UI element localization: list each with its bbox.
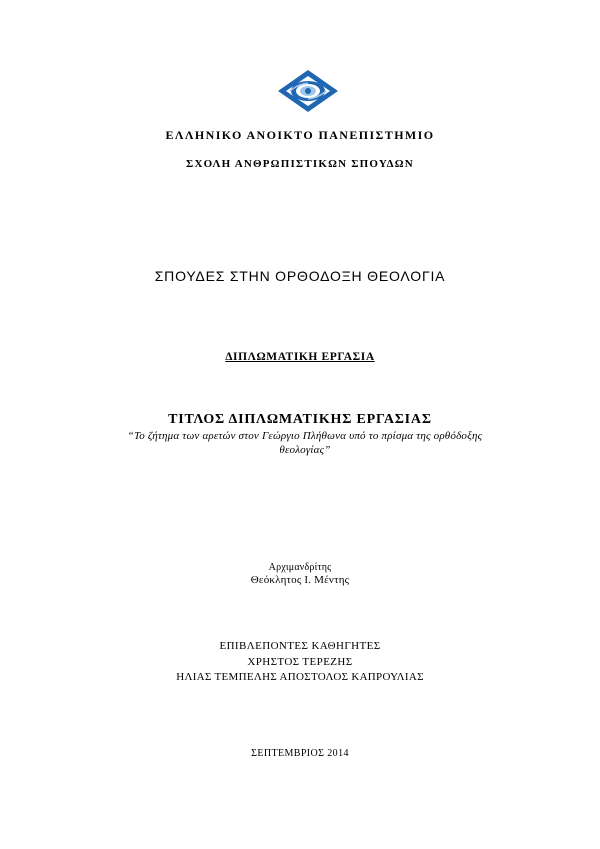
thesis-title-text: “Το ζήτημα των αρετών στον Γεώργιο Πλήθωνα υπό το πρίσμα της ορθόδοξης θεολογίας”	[127, 430, 483, 456]
university-emblem-icon	[276, 68, 340, 114]
school-name: ΣΧΟΛΗ ΑΝΘΡΩΠΙΣΤΙΚΩΝ ΣΠΟΥΔΩΝ	[186, 158, 414, 170]
supervisor-name: ΧΡΗΣΤΟΣ ΤΕΡΕΖΗΣ	[247, 656, 353, 668]
university-name: ΕΛΛΗΝΙΚΟ ΑΝΟΙΚΤΟ ΠΑΝΕΠΙΣΤΗΜΙΟ	[165, 128, 435, 142]
supervisor-names: ΗΛΙΑΣ ΤΕΜΠΕΛΗΣ ΑΠΟΣΤΟΛΟΣ ΚΑΠΡΟΥΛΙΑΣ	[176, 671, 424, 683]
submission-date: ΣΕΠΤΕΜΒΡΙΟΣ 2014	[251, 748, 349, 759]
supervisors-heading: ΕΠΙΒΛΕΠΟΝΤΕΣ ΚΑΘΗΓΗΤΕΣ	[219, 640, 381, 652]
thesis-title-heading: ΤΙΤΛΟΣ ΔΙΠΛΩΜΑΤΙΚΗΣ ΕΡΓΑΣΙΑΣ	[168, 412, 432, 427]
program-name: ΣΠΟΥΔΕΣ ΣΤΗΝ ΟΡΘΟΔΟΞΗ ΘΕΟΛΟΓΙΑ	[154, 268, 446, 284]
author-name: Θεόκλητος Ι. Μέντης	[250, 574, 350, 586]
thesis-type: ΔΙΠΛΩΜΑΤΙΚΗ ΕΡΓΑΣΙΑ	[225, 351, 375, 363]
author-rank: Αρχιμανδρίτης	[268, 562, 332, 573]
